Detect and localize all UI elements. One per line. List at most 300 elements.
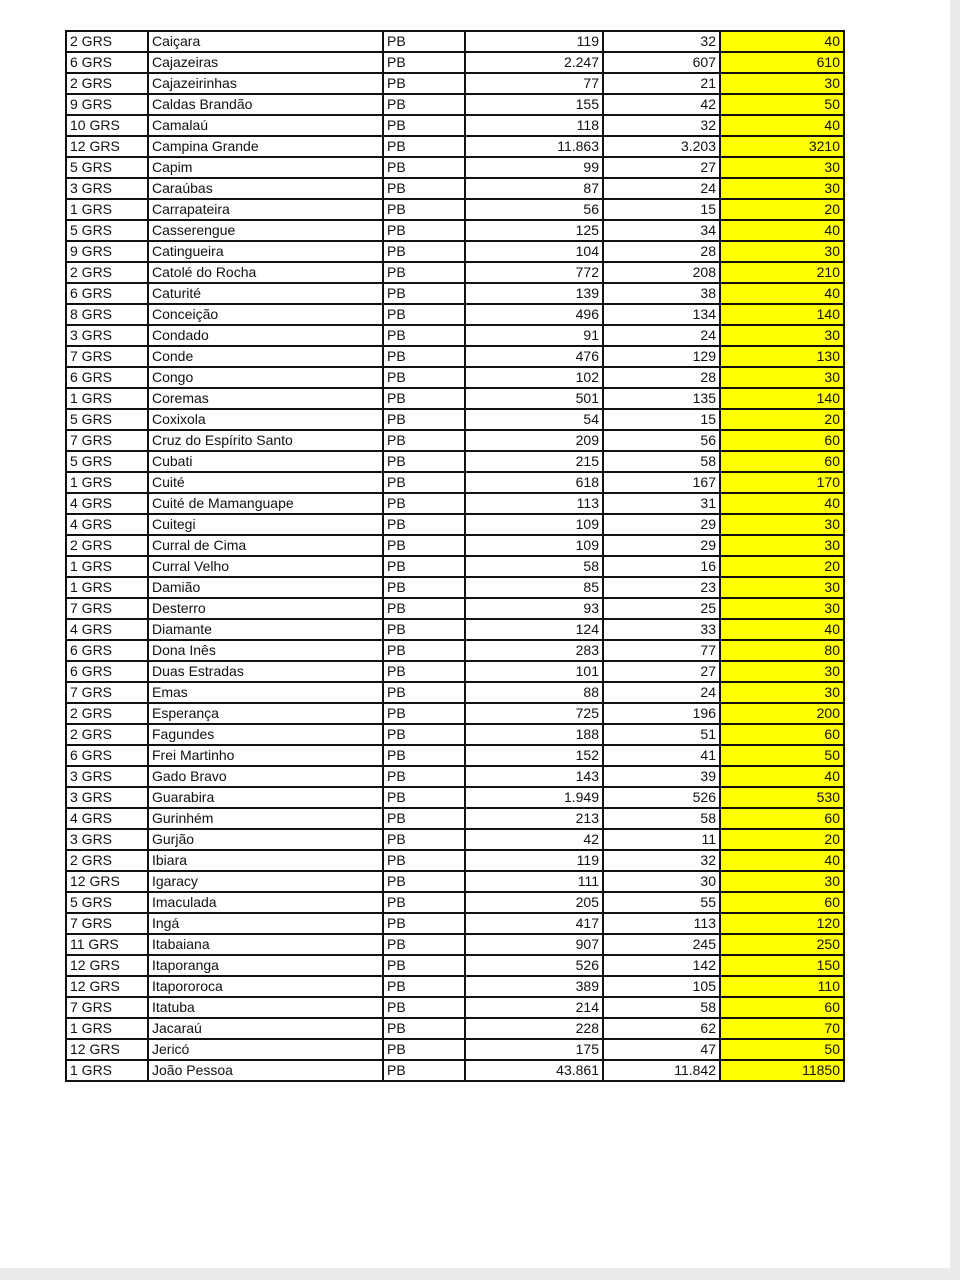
state-cell: PB (383, 241, 465, 262)
doses-cell: 140 (720, 304, 844, 325)
municipality-cell: Campina Grande (148, 136, 383, 157)
table-body (66, 31, 844, 1081)
estimate-cell: 113 (603, 913, 720, 934)
municipality-cell: Damião (148, 577, 383, 598)
doses-cell: 110 (720, 976, 844, 997)
population-cell: 42 (465, 829, 603, 850)
table-row (66, 367, 844, 388)
doses-cell: 40 (720, 766, 844, 787)
population-cell: 113 (465, 493, 603, 514)
grs-cell: 1 GRS (66, 388, 148, 409)
state-cell: PB (383, 829, 465, 850)
state-cell: PB (383, 73, 465, 94)
doses-cell: 150 (720, 955, 844, 976)
population-cell: 124 (465, 619, 603, 640)
doses-cell: 50 (720, 94, 844, 115)
estimate-cell: 15 (603, 409, 720, 430)
state-cell: PB (383, 1018, 465, 1039)
table-row (66, 1060, 844, 1081)
estimate-cell: 33 (603, 619, 720, 640)
doses-cell: 60 (720, 724, 844, 745)
table-row (66, 178, 844, 199)
population-cell: 99 (465, 157, 603, 178)
municipality-cell: Itabaiana (148, 934, 383, 955)
population-cell: 772 (465, 262, 603, 283)
municipality-cell: Caturité (148, 283, 383, 304)
estimate-cell: 58 (603, 997, 720, 1018)
doses-cell: 30 (720, 535, 844, 556)
table-row (66, 598, 844, 619)
municipality-cell: Jacaraú (148, 1018, 383, 1039)
estimate-cell: 29 (603, 535, 720, 556)
population-cell: 85 (465, 577, 603, 598)
doses-cell: 30 (720, 682, 844, 703)
estimate-cell: 24 (603, 325, 720, 346)
grs-cell: 6 GRS (66, 640, 148, 661)
table-row (66, 640, 844, 661)
state-cell: PB (383, 157, 465, 178)
state-cell: PB (383, 787, 465, 808)
state-cell: PB (383, 535, 465, 556)
municipality-cell: Congo (148, 367, 383, 388)
grs-cell: 3 GRS (66, 787, 148, 808)
table-row (66, 346, 844, 367)
population-cell: 496 (465, 304, 603, 325)
table-row (66, 136, 844, 157)
doses-cell: 60 (720, 997, 844, 1018)
municipality-cell: Gado Bravo (148, 766, 383, 787)
state-cell: PB (383, 472, 465, 493)
grs-cell: 3 GRS (66, 829, 148, 850)
state-cell: PB (383, 283, 465, 304)
estimate-cell: 196 (603, 703, 720, 724)
population-cell: 125 (465, 220, 603, 241)
table-row (66, 115, 844, 136)
state-cell: PB (383, 514, 465, 535)
table-row (66, 955, 844, 976)
estimate-cell: 16 (603, 556, 720, 577)
grs-cell: 7 GRS (66, 682, 148, 703)
population-cell: 119 (465, 850, 603, 871)
grs-cell: 7 GRS (66, 997, 148, 1018)
grs-cell: 1 GRS (66, 577, 148, 598)
state-cell: PB (383, 640, 465, 661)
estimate-cell: 245 (603, 934, 720, 955)
grs-cell: 5 GRS (66, 409, 148, 430)
table-row (66, 220, 844, 241)
grs-cell: 11 GRS (66, 934, 148, 955)
state-cell: PB (383, 850, 465, 871)
municipality-cell: Carrapateira (148, 199, 383, 220)
state-cell: PB (383, 577, 465, 598)
doses-cell: 30 (720, 178, 844, 199)
doses-cell: 30 (720, 367, 844, 388)
population-cell: 476 (465, 346, 603, 367)
estimate-cell: 27 (603, 661, 720, 682)
state-cell: PB (383, 913, 465, 934)
estimate-cell: 58 (603, 808, 720, 829)
municipality-cell: Cajazeiras (148, 52, 383, 73)
grs-cell: 5 GRS (66, 157, 148, 178)
population-cell: 104 (465, 241, 603, 262)
estimate-cell: 42 (603, 94, 720, 115)
doses-cell: 610 (720, 52, 844, 73)
municipality-cell: Curral Velho (148, 556, 383, 577)
municipality-cell: Cajazeirinhas (148, 73, 383, 94)
doses-cell: 70 (720, 1018, 844, 1039)
municipality-cell: Igaracy (148, 871, 383, 892)
state-cell: PB (383, 346, 465, 367)
state-cell: PB (383, 94, 465, 115)
table-row (66, 976, 844, 997)
municipality-cell: Casserengue (148, 220, 383, 241)
estimate-cell: 105 (603, 976, 720, 997)
population-cell: 54 (465, 409, 603, 430)
state-cell: PB (383, 451, 465, 472)
state-cell: PB (383, 556, 465, 577)
estimate-cell: 25 (603, 598, 720, 619)
municipality-cell: Cruz do Espírito Santo (148, 430, 383, 451)
state-cell: PB (383, 682, 465, 703)
estimate-cell: 32 (603, 850, 720, 871)
estimate-cell: 11.842 (603, 1060, 720, 1081)
table-row (66, 94, 844, 115)
estimate-cell: 208 (603, 262, 720, 283)
table-row (66, 325, 844, 346)
table-row (66, 388, 844, 409)
estimate-cell: 32 (603, 31, 720, 52)
estimate-cell: 24 (603, 178, 720, 199)
population-cell: 501 (465, 388, 603, 409)
estimate-cell: 47 (603, 1039, 720, 1060)
population-cell: 283 (465, 640, 603, 661)
estimate-cell: 142 (603, 955, 720, 976)
estimate-cell: 27 (603, 157, 720, 178)
municipality-cell: Duas Estradas (148, 661, 383, 682)
grs-cell: 2 GRS (66, 31, 148, 52)
state-cell: PB (383, 115, 465, 136)
state-cell: PB (383, 724, 465, 745)
population-cell: 155 (465, 94, 603, 115)
table-row (66, 556, 844, 577)
doses-cell: 30 (720, 514, 844, 535)
doses-cell: 40 (720, 31, 844, 52)
state-cell: PB (383, 136, 465, 157)
table-row (66, 472, 844, 493)
table-row (66, 619, 844, 640)
municipality-cell: Itapororoca (148, 976, 383, 997)
grs-cell: 2 GRS (66, 724, 148, 745)
estimate-cell: 11 (603, 829, 720, 850)
state-cell: PB (383, 1039, 465, 1060)
doses-cell: 40 (720, 115, 844, 136)
doses-cell: 170 (720, 472, 844, 493)
grs-cell: 1 GRS (66, 1018, 148, 1039)
doses-cell: 50 (720, 1039, 844, 1060)
population-cell: 143 (465, 766, 603, 787)
grs-cell: 4 GRS (66, 514, 148, 535)
grs-cell: 7 GRS (66, 598, 148, 619)
state-cell: PB (383, 808, 465, 829)
municipality-cell: Caldas Brandão (148, 94, 383, 115)
population-cell: 102 (465, 367, 603, 388)
estimate-cell: 77 (603, 640, 720, 661)
population-cell: 58 (465, 556, 603, 577)
estimate-cell: 21 (603, 73, 720, 94)
municipality-cell: Cubati (148, 451, 383, 472)
table-row (66, 871, 844, 892)
population-cell: 111 (465, 871, 603, 892)
grs-cell: 4 GRS (66, 619, 148, 640)
grs-cell: 5 GRS (66, 892, 148, 913)
doses-cell: 60 (720, 451, 844, 472)
population-cell: 389 (465, 976, 603, 997)
table-row (66, 1018, 844, 1039)
population-cell: 88 (465, 682, 603, 703)
state-cell: PB (383, 304, 465, 325)
grs-cell: 2 GRS (66, 535, 148, 556)
grs-cell: 5 GRS (66, 220, 148, 241)
state-cell: PB (383, 325, 465, 346)
grs-cell: 3 GRS (66, 766, 148, 787)
table-row (66, 850, 844, 871)
municipality-cell: Gurinhém (148, 808, 383, 829)
population-cell: 43.861 (465, 1060, 603, 1081)
population-cell: 91 (465, 325, 603, 346)
table-row (66, 703, 844, 724)
doses-cell: 200 (720, 703, 844, 724)
population-cell: 214 (465, 997, 603, 1018)
municipality-cell: Gurjão (148, 829, 383, 850)
doses-cell: 40 (720, 283, 844, 304)
table-row (66, 262, 844, 283)
population-cell: 417 (465, 913, 603, 934)
municipality-cell: Cuité de Mamanguape (148, 493, 383, 514)
state-cell: PB (383, 955, 465, 976)
table-row (66, 829, 844, 850)
population-cell: 2.247 (465, 52, 603, 73)
estimate-cell: 15 (603, 199, 720, 220)
municipality-cell: Caraúbas (148, 178, 383, 199)
municipality-cell: Jericó (148, 1039, 383, 1060)
table-row (66, 73, 844, 94)
population-cell: 526 (465, 955, 603, 976)
grs-cell: 2 GRS (66, 850, 148, 871)
population-cell: 77 (465, 73, 603, 94)
population-cell: 907 (465, 934, 603, 955)
municipality-cell: João Pessoa (148, 1060, 383, 1081)
doses-cell: 30 (720, 661, 844, 682)
state-cell: PB (383, 619, 465, 640)
state-cell: PB (383, 52, 465, 73)
estimate-cell: 32 (603, 115, 720, 136)
doses-cell: 30 (720, 598, 844, 619)
doses-cell: 30 (720, 325, 844, 346)
doses-cell: 530 (720, 787, 844, 808)
estimate-cell: 55 (603, 892, 720, 913)
estimate-cell: 24 (603, 682, 720, 703)
municipality-cell: Fagundes (148, 724, 383, 745)
grs-cell: 7 GRS (66, 346, 148, 367)
state-cell: PB (383, 262, 465, 283)
municipality-cell: Desterro (148, 598, 383, 619)
grs-cell: 6 GRS (66, 283, 148, 304)
estimate-cell: 526 (603, 787, 720, 808)
estimate-cell: 30 (603, 871, 720, 892)
state-cell: PB (383, 976, 465, 997)
state-cell: PB (383, 745, 465, 766)
table-row (66, 745, 844, 766)
grs-cell: 2 GRS (66, 262, 148, 283)
state-cell: PB (383, 871, 465, 892)
population-cell: 11.863 (465, 136, 603, 157)
population-cell: 209 (465, 430, 603, 451)
population-cell: 215 (465, 451, 603, 472)
table-row (66, 52, 844, 73)
grs-cell: 10 GRS (66, 115, 148, 136)
table-row (66, 577, 844, 598)
table-row (66, 157, 844, 178)
population-cell: 175 (465, 1039, 603, 1060)
state-cell: PB (383, 220, 465, 241)
grs-cell: 2 GRS (66, 73, 148, 94)
grs-cell: 4 GRS (66, 808, 148, 829)
doses-cell: 120 (720, 913, 844, 934)
estimate-cell: 3.203 (603, 136, 720, 157)
population-cell: 109 (465, 535, 603, 556)
population-cell: 139 (465, 283, 603, 304)
doses-cell: 40 (720, 619, 844, 640)
estimate-cell: 51 (603, 724, 720, 745)
grs-cell: 6 GRS (66, 52, 148, 73)
population-cell: 188 (465, 724, 603, 745)
grs-cell: 9 GRS (66, 241, 148, 262)
municipality-cell: Itatuba (148, 997, 383, 1018)
doses-cell: 20 (720, 199, 844, 220)
population-cell: 93 (465, 598, 603, 619)
table-row (66, 913, 844, 934)
municipality-cell: Esperança (148, 703, 383, 724)
municipality-cell: Catingueira (148, 241, 383, 262)
table-row (66, 241, 844, 262)
municipality-cell: Itaporanga (148, 955, 383, 976)
population-cell: 87 (465, 178, 603, 199)
population-cell: 109 (465, 514, 603, 535)
grs-cell: 3 GRS (66, 325, 148, 346)
grs-cell: 4 GRS (66, 493, 148, 514)
estimate-cell: 134 (603, 304, 720, 325)
table-row (66, 766, 844, 787)
state-cell: PB (383, 934, 465, 955)
municipality-cell: Caiçara (148, 31, 383, 52)
population-cell: 152 (465, 745, 603, 766)
grs-cell: 1 GRS (66, 556, 148, 577)
estimate-cell: 38 (603, 283, 720, 304)
grs-cell: 1 GRS (66, 472, 148, 493)
municipality-cell: Coremas (148, 388, 383, 409)
municipality-cell: Conceição (148, 304, 383, 325)
doses-cell: 250 (720, 934, 844, 955)
doses-cell: 210 (720, 262, 844, 283)
table-row (66, 199, 844, 220)
population-cell: 213 (465, 808, 603, 829)
grs-cell: 1 GRS (66, 199, 148, 220)
state-cell: PB (383, 703, 465, 724)
grs-cell: 6 GRS (66, 661, 148, 682)
table-row (66, 934, 844, 955)
estimate-cell: 41 (603, 745, 720, 766)
grs-cell: 6 GRS (66, 367, 148, 388)
population-cell: 118 (465, 115, 603, 136)
doses-cell: 60 (720, 808, 844, 829)
population-cell: 56 (465, 199, 603, 220)
state-cell: PB (383, 409, 465, 430)
municipality-cell: Frei Martinho (148, 745, 383, 766)
estimate-cell: 28 (603, 367, 720, 388)
doses-cell: 20 (720, 556, 844, 577)
table-row (66, 1039, 844, 1060)
municipality-cell: Ingá (148, 913, 383, 934)
grs-cell: 7 GRS (66, 430, 148, 451)
estimate-cell: 39 (603, 766, 720, 787)
doses-cell: 40 (720, 493, 844, 514)
grs-cell: 9 GRS (66, 94, 148, 115)
municipality-cell: Camalaú (148, 115, 383, 136)
population-cell: 228 (465, 1018, 603, 1039)
estimate-cell: 56 (603, 430, 720, 451)
municipality-cell: Cuitegi (148, 514, 383, 535)
estimate-cell: 167 (603, 472, 720, 493)
state-cell: PB (383, 997, 465, 1018)
table-row (66, 493, 844, 514)
doses-cell: 30 (720, 871, 844, 892)
doses-cell: 30 (720, 157, 844, 178)
municipality-cell: Guarabira (148, 787, 383, 808)
municipality-cell: Coxixola (148, 409, 383, 430)
population-cell: 119 (465, 31, 603, 52)
estimate-cell: 31 (603, 493, 720, 514)
table-row (66, 682, 844, 703)
municipality-cell: Conde (148, 346, 383, 367)
table-row (66, 514, 844, 535)
municipality-cell: Condado (148, 325, 383, 346)
state-cell: PB (383, 430, 465, 451)
municipality-table (65, 30, 845, 1082)
table-row (66, 31, 844, 52)
estimate-cell: 129 (603, 346, 720, 367)
estimate-cell: 62 (603, 1018, 720, 1039)
doses-cell: 80 (720, 640, 844, 661)
grs-cell: 7 GRS (66, 913, 148, 934)
estimate-cell: 135 (603, 388, 720, 409)
doses-cell: 11850 (720, 1060, 844, 1081)
doses-cell: 40 (720, 850, 844, 871)
state-cell: PB (383, 892, 465, 913)
state-cell: PB (383, 493, 465, 514)
table-row (66, 808, 844, 829)
estimate-cell: 34 (603, 220, 720, 241)
grs-cell: 12 GRS (66, 976, 148, 997)
municipality-cell: Curral de Cima (148, 535, 383, 556)
state-cell: PB (383, 598, 465, 619)
table-row (66, 283, 844, 304)
state-cell: PB (383, 367, 465, 388)
doses-cell: 20 (720, 409, 844, 430)
estimate-cell: 23 (603, 577, 720, 598)
grs-cell: 12 GRS (66, 136, 148, 157)
doses-cell: 130 (720, 346, 844, 367)
table-row (66, 535, 844, 556)
